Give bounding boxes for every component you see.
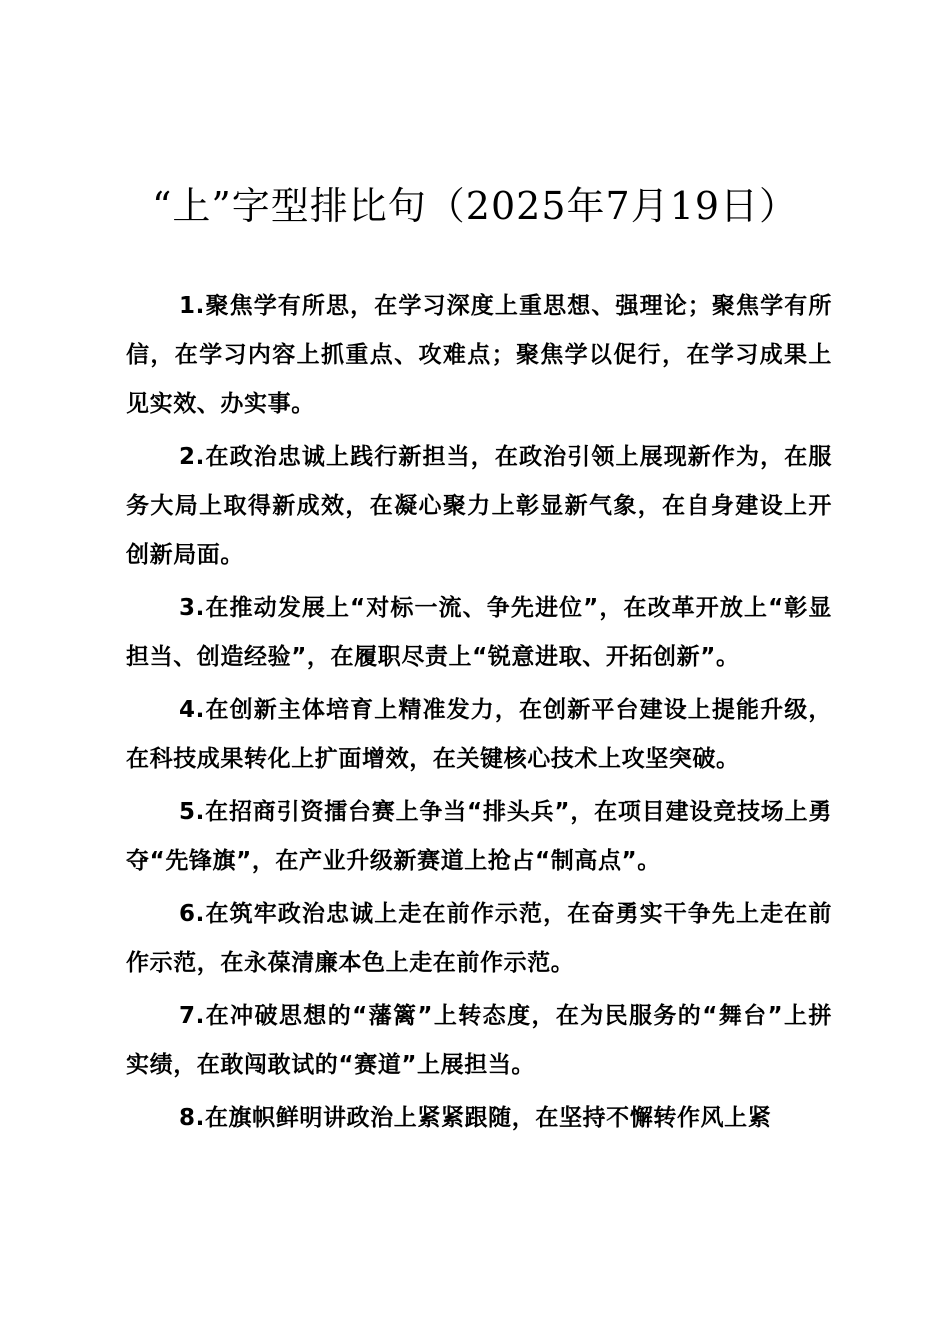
document-title: “上”字型排比句（2025年7月19日） (151, 184, 799, 228)
paragraph-3: 3.在推动发展上“对标一流、争先进位”，在改革开放上“彰显担当、创造经验”，在履职尽责上“锐意进取、开拓创新”。 (126, 595, 832, 670)
paragraph-1: 1.聚焦学有所思，在学习深度上重思想、强理论；聚焦学有所信，在学习内容上抓重点、攻难点；聚焦学以促行，在学习成果上见实效、办实事。 (126, 293, 832, 417)
paragraph-8: 8.在旗帜鲜明讲政治上紧紧跟随，在坚持不懈转作风上紧 (179, 1105, 772, 1131)
document-body (126, 282, 832, 1147)
paragraph-4: 4.在创新主体培育上精准发力，在创新平台建设上提能升级，在科技成果转化上扩面增效，在关键核心技术上攻坚突破。 (126, 697, 832, 772)
paragraph-2: 2.在政治忠诚上践行新担当，在政治引领上展现新作为，在服务大局上取得新成效，在凝心聚力上彰显新气象，在自身建设上开创新局面。 (126, 444, 832, 568)
paragraph-7: 7.在冲破思想的“藩篱”上转态度，在为民服务的“舞台”上拼实绩，在敢闯敢试的“赛道”上展担当。 (126, 1003, 832, 1078)
paragraph-5: 5.在招商引资擂台赛上争当“排头兵”，在项目建设竞技场上勇夺“先锋旗”，在产业升级新赛道上抢占“制高点”。 (126, 799, 832, 874)
paragraph-6: 6.在筑牢政治忠诚上走在前作示范，在奋勇实干争先上走在前作示范，在永葆清廉本色上走在前作示范。 (126, 901, 832, 976)
